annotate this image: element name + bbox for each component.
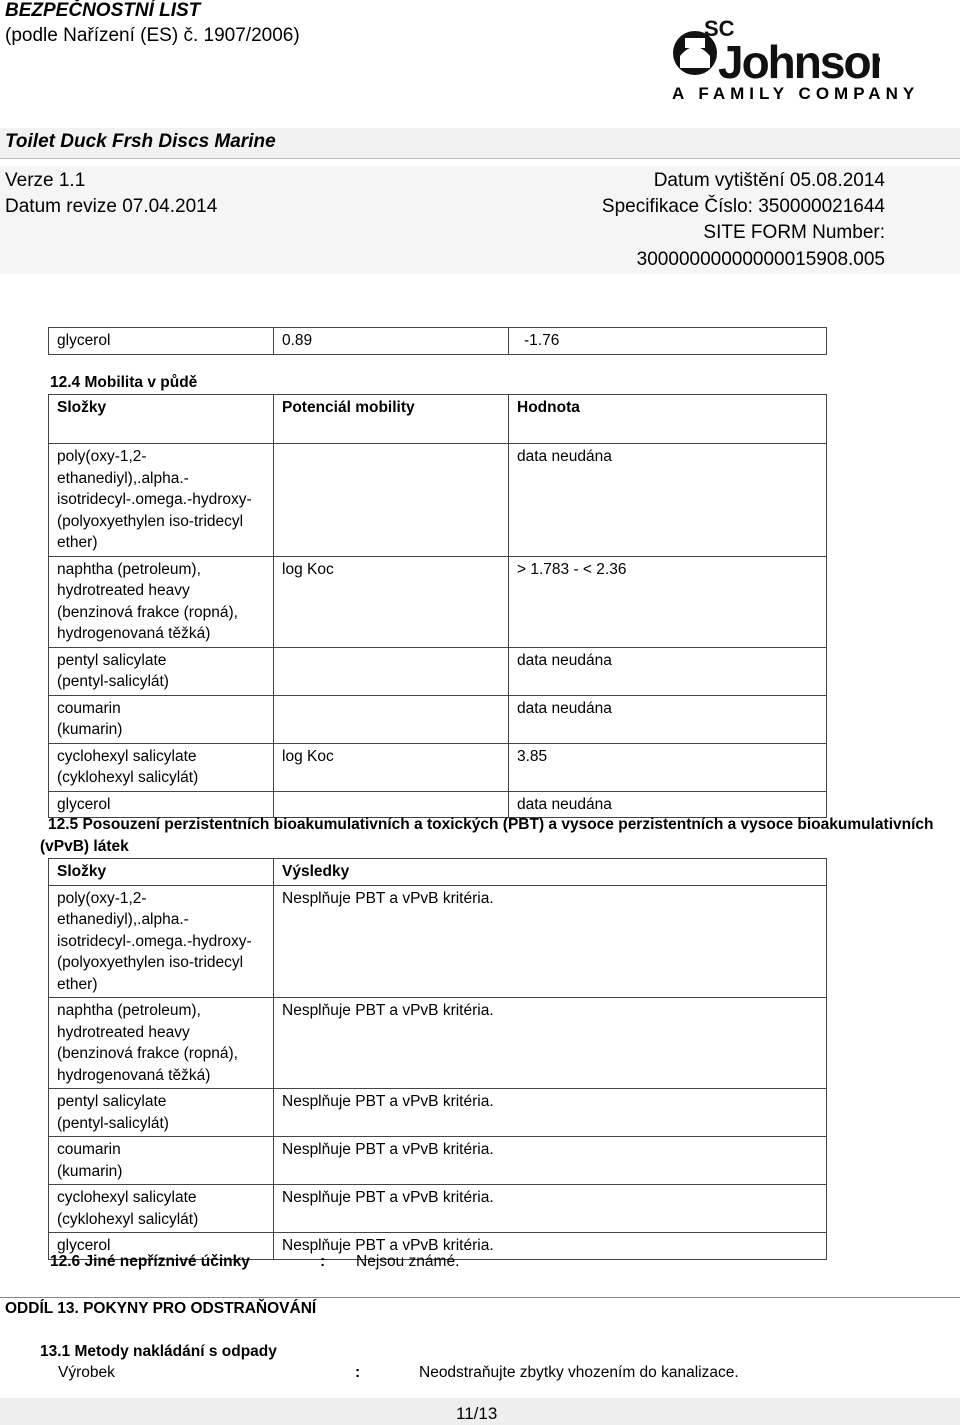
table-cell xyxy=(274,791,509,818)
product-name: Toilet Duck Frsh Discs Marine xyxy=(5,131,276,152)
table-row xyxy=(49,791,827,818)
table-row xyxy=(49,1089,827,1137)
site-form-label: SITE FORM Number: xyxy=(703,222,885,243)
logo-tagline: A FAMILY COMPANY xyxy=(672,84,920,103)
table-cell: data neudána xyxy=(509,647,827,695)
section-13-1-title: 13.1 Metody nakládání s odpady xyxy=(40,1343,277,1360)
table-cell: Nesplňuje PBT a vPvB kritéria. xyxy=(274,1233,827,1260)
table-cell: Nesplňuje PBT a vPvB kritéria. xyxy=(274,885,827,998)
table-cell: naphtha (petroleum), hydrotreated heavy (benzinová frakce (ropná), hydrogenovaná těžká) xyxy=(49,556,274,647)
table-cell xyxy=(274,444,509,557)
table-row xyxy=(49,1137,827,1185)
product-disposal-value: Neodstraňujte zbytky vhozením do kanalizace. xyxy=(419,1364,739,1381)
table-row xyxy=(49,328,827,355)
table-cell: -1.76 xyxy=(509,328,827,355)
table-cell: poly(oxy-1,2- ethanediyl),.alpha.- isotridecyl-.omega.-hydroxy- (polyoxyethylen iso-tridecyl ether) xyxy=(49,444,274,557)
header-cell: Složky xyxy=(49,395,274,444)
table-cell xyxy=(274,695,509,743)
section-12-5-title: 12.5 Posouzení perzistentních bioakumulativních a toxických (PBT) a vysoce perzistentních a vysoce bioakumulativních xyxy=(48,816,934,833)
table-cell: Nesplňuje PBT a vPvB kritéria. xyxy=(274,1089,827,1137)
table-cell: 0.89 xyxy=(274,328,509,355)
header-cell: Hodnota xyxy=(509,395,827,444)
table-cell: pentyl salicylate (pentyl-salicylát) xyxy=(49,1089,274,1137)
table-row xyxy=(49,998,827,1089)
pbt-table xyxy=(48,858,827,1260)
section-12-6-colon: : xyxy=(320,1253,326,1270)
revision-date: Datum revize 07.04.2014 xyxy=(5,196,218,217)
table-cell xyxy=(274,647,509,695)
page-number: 11/13 xyxy=(456,1404,498,1423)
table-cell: log Koc xyxy=(274,743,509,791)
header-cell: Výsledky xyxy=(274,859,827,886)
spec-number: Specifikace Číslo: 350000021644 xyxy=(601,196,885,217)
section-12-6-label: 12.6 Jiné nepříznivé účinky xyxy=(50,1253,250,1270)
table-header-row xyxy=(49,395,827,444)
table-cell: log Koc xyxy=(274,556,509,647)
table-cell: > 1.783 - < 2.36 xyxy=(509,556,827,647)
document-title: BEZPEČNOSTNÍ LIST xyxy=(5,0,201,21)
table-row xyxy=(49,1185,827,1233)
table-cell: Nesplňuje PBT a vPvB kritéria. xyxy=(274,1137,827,1185)
table-cell: cyclohexyl salicylate (cyklohexyl salicylát) xyxy=(49,743,274,791)
table-header-row xyxy=(49,859,827,886)
table-cell: poly(oxy-1,2- ethanediyl),.alpha.- isotridecyl-.omega.-hydroxy- (polyoxyethylen iso-tridecyl ether) xyxy=(49,885,274,998)
logo-johnson-text: Johnson xyxy=(718,36,880,88)
table-cell: 3.85 xyxy=(509,743,827,791)
site-form-number: 30000000000000015908.005 xyxy=(636,249,885,270)
logo-sc-text: SC xyxy=(704,16,735,41)
table-cell: Nesplňuje PBT a vPvB kritéria. xyxy=(274,1185,827,1233)
version: Verze 1.1 xyxy=(5,170,86,191)
table-cell: glycerol xyxy=(49,328,274,355)
table-row xyxy=(49,695,827,743)
table-row xyxy=(49,885,827,998)
table-cell: glycerol xyxy=(49,791,274,818)
table-cell: coumarin (kumarin) xyxy=(49,695,274,743)
print-date: Datum vytištění 05.08.2014 xyxy=(653,170,885,191)
section-12-5-title-cont: (vPvB) látek xyxy=(40,838,129,855)
product-label: Výrobek xyxy=(58,1364,115,1381)
mobility-table xyxy=(48,394,827,818)
table-cell: data neudána xyxy=(509,695,827,743)
table-cell: data neudána xyxy=(509,791,827,818)
table-row xyxy=(49,556,827,647)
header-cell: Složky xyxy=(49,859,274,886)
table-row xyxy=(49,743,827,791)
product-colon: : xyxy=(355,1364,361,1381)
section-12-4-title: 12.4 Mobilita v půdě xyxy=(50,374,198,391)
header-cell: Potenciál mobility xyxy=(274,395,509,444)
table-row xyxy=(49,647,827,695)
section-13-title: ODDÍL 13. POKYNY PRO ODSTRAŇOVÁNÍ xyxy=(5,1300,317,1317)
table-cell: naphtha (petroleum), hydrotreated heavy (benzinová frakce (ropná), hydrogenovaná těžká) xyxy=(49,998,274,1089)
table-cell: pentyl salicylate (pentyl-salicylát) xyxy=(49,647,274,695)
regulation-reference: (podle Nařízení (ES) č. 1907/2006) xyxy=(5,25,300,46)
table-cell: coumarin (kumarin) xyxy=(49,1137,274,1185)
table-cell: cyclohexyl salicylate (cyklohexyl salicylát) xyxy=(49,1185,274,1233)
table-cell: glycerol xyxy=(49,1233,274,1260)
table-row xyxy=(49,444,827,557)
partition-coefficient-table xyxy=(48,327,827,355)
table-cell: Nesplňuje PBT a vPvB kritéria. xyxy=(274,998,827,1089)
section-12-6-value: Nejsou známé. xyxy=(356,1253,460,1270)
table-cell: data neudána xyxy=(509,444,827,557)
